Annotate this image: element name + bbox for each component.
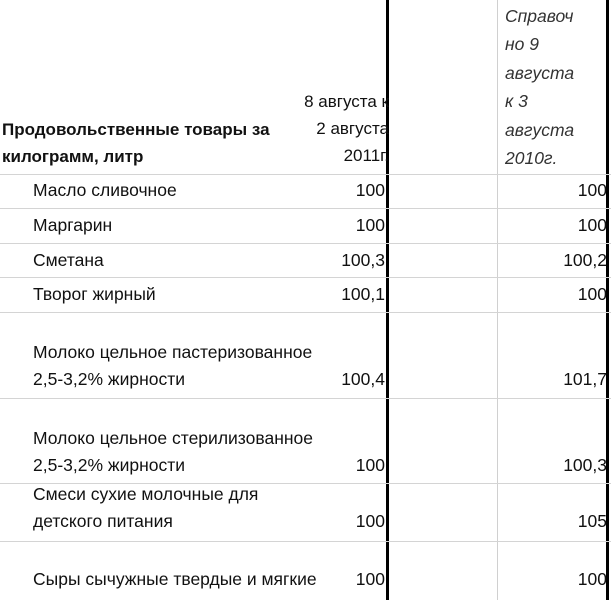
row-name: Сыры сычужные твердые и мягкие — [33, 569, 317, 589]
row-name: 2,5-3,2% жирности — [33, 369, 186, 389]
row-divider — [0, 398, 611, 399]
header-col2-line: августа — [505, 63, 575, 83]
row-value-col2: 100,2 — [563, 250, 607, 270]
row-name: Молоко цельное пастеризованное — [33, 342, 313, 362]
header-title-line: килограмм, литр — [2, 147, 144, 166]
row-value-col2: 100,3 — [563, 455, 607, 475]
header-col1-line: 2 августа — [316, 119, 389, 138]
row-divider — [0, 277, 611, 278]
header-col1-line: 8 августа к — [304, 92, 389, 111]
row-name: Сметана — [33, 250, 104, 270]
row-value-col2: 100 — [577, 569, 607, 589]
row-value-col1: 100,1 — [341, 284, 385, 304]
header-col1-line: 2011г. — [343, 146, 389, 165]
row-name: 2,5-3,2% жирности — [33, 455, 186, 475]
row-value-col1: 100,3 — [341, 250, 385, 270]
row-name: Масло сливочное — [33, 180, 177, 200]
header-col2-line: 2010г. — [505, 148, 558, 168]
row-value-col1: 100 — [355, 180, 385, 200]
row-value-col2: 100 — [577, 215, 607, 235]
row-divider — [0, 208, 611, 209]
row-name: Творог жирный — [33, 284, 156, 304]
row-divider — [0, 243, 611, 244]
row-value-col1: 100,4 — [341, 369, 385, 389]
row-value-col2: 100 — [577, 284, 607, 304]
row-value-col1: 100 — [355, 215, 385, 235]
header-col2-line: но 9 — [505, 34, 539, 54]
row-name: детского питания — [33, 511, 173, 531]
header-col2-line: Справоч — [505, 6, 574, 26]
header-col2-line: августа — [505, 120, 575, 140]
row-value-col1: 100 — [355, 511, 385, 531]
row-divider — [0, 174, 611, 175]
row-name: Смеси сухие молочные для — [33, 484, 259, 504]
row-value-col1: 100 — [355, 569, 385, 589]
row-divider — [0, 541, 611, 542]
column-divider-thin — [497, 0, 498, 600]
row-value-col2: 105 — [577, 511, 607, 531]
row-value-col2: 101,7 — [563, 369, 607, 389]
header-title-line: Продовольственные товары за — [2, 120, 270, 139]
row-divider — [0, 312, 611, 313]
row-value-col1: 100 — [355, 455, 385, 475]
header-col2-line: к 3 — [505, 91, 528, 111]
row-value-col2: 100 — [577, 180, 607, 200]
row-name: Молоко цельное стерилизованное — [33, 428, 313, 448]
row-name: Маргарин — [33, 215, 113, 235]
